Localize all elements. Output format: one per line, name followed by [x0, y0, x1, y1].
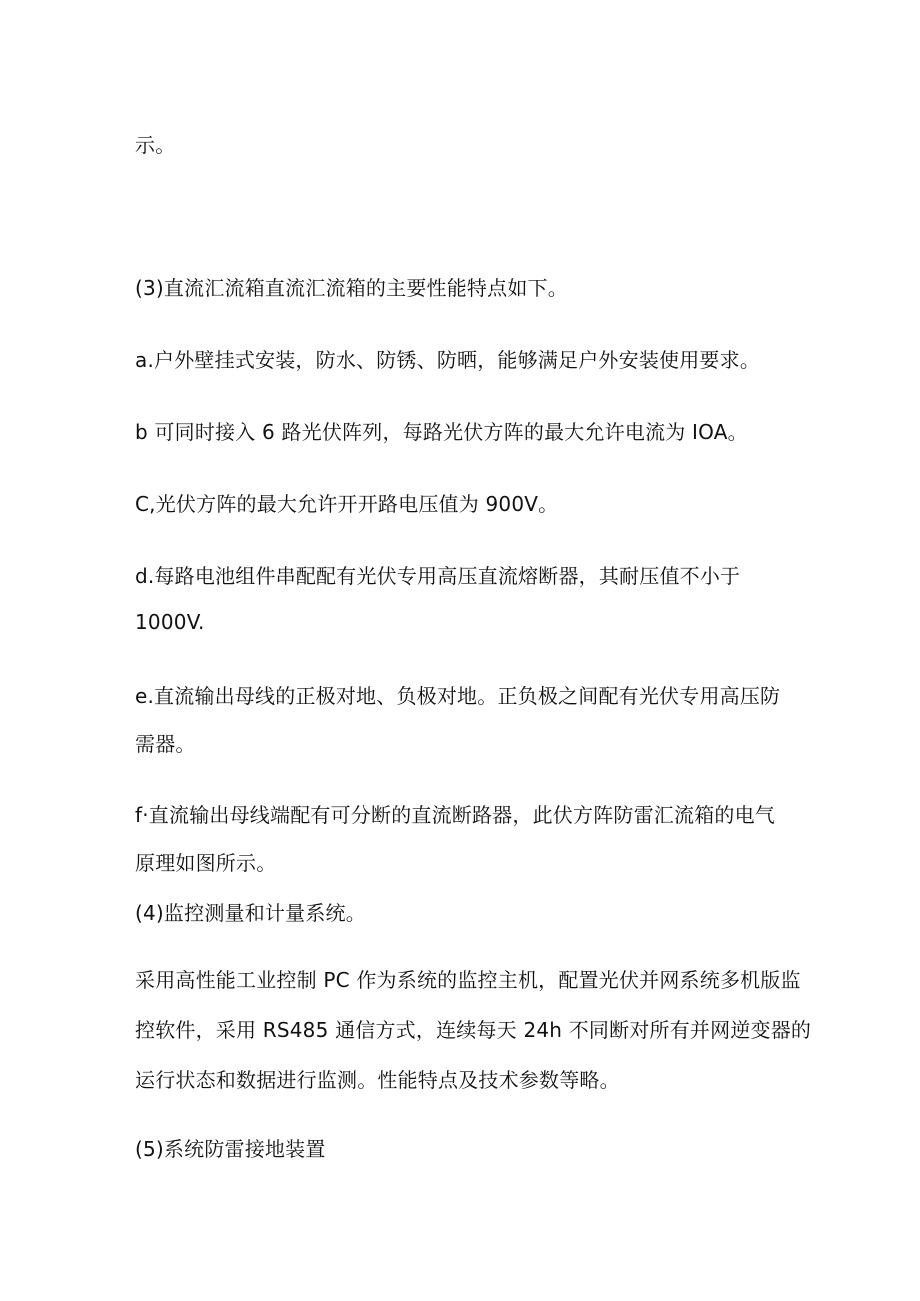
list-item-d: d.每路电池组件串配配有光伏专用高压直流熔断器，其耐压值不小于	[135, 564, 741, 588]
list-item-e: e.直流输出母线的正极对地、负极对地。正负极之间配有光伏专用高压防	[135, 684, 781, 708]
paragraph-monitoring-line-1: 采用高性能工业控制 PC 作为系统的监控主机，配置光伏并网系统多机版监	[135, 968, 801, 992]
section-heading-lightning-grounding: (5)系统防雷接地装置	[135, 1137, 326, 1161]
paragraph-monitoring-line-3: 运行状态和数据进行监测。性能特点及技术参数等略。	[135, 1068, 620, 1092]
list-item-d-continuation: 1000V.	[135, 610, 205, 634]
text-line-continuation: 示。	[135, 133, 176, 157]
list-item-e-continuation: 需器。	[135, 732, 196, 756]
list-item-f-continuation: 原理如图所示。	[135, 851, 277, 875]
section-heading-monitoring-system: (4)监控测量和计量系统。	[135, 901, 366, 925]
section-heading-dc-combiner-box: (3)直流汇流箱直流汇流箱的主要性能特点如下。	[135, 276, 568, 300]
list-item-c: C,光伏方阵的最大允许开开路电压值为 900V。	[135, 492, 559, 516]
list-item-b: b 可同时接入 6 路光伏阵列，每路光伏方阵的最大允许电流为 IOA。	[135, 420, 748, 444]
list-item-a: a.户外壁挂式安装，防水、防锈、防晒，能够满足户外安装使用要求。	[135, 348, 761, 372]
list-item-f: f·直流输出母线端配有可分断的直流断路器，此伏方阵防雷汇流箱的电气	[135, 803, 775, 827]
paragraph-monitoring-line-2: 控软件，采用 RS485 通信方式，连续每天 24h 不同断对所有并网逆变器的	[135, 1018, 812, 1042]
